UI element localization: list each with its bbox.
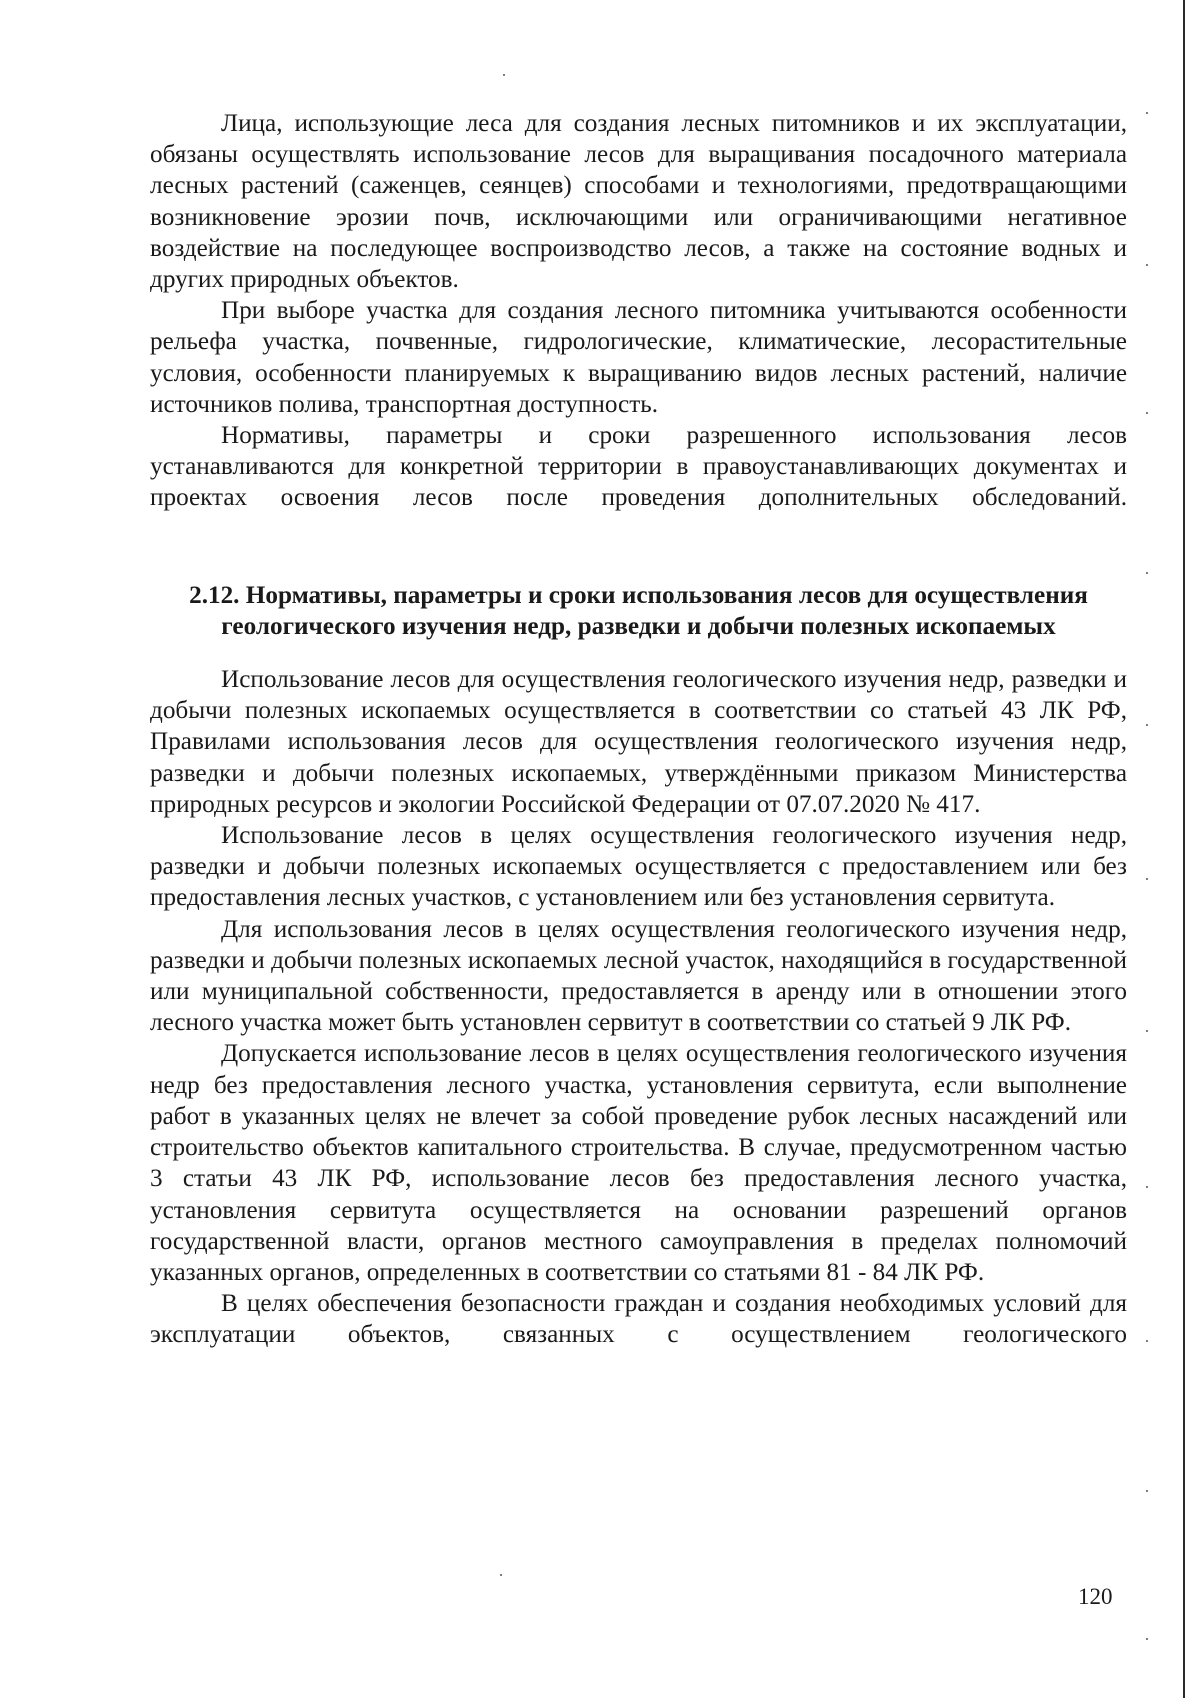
scan-speck xyxy=(1146,724,1148,726)
scan-speck xyxy=(1146,1030,1148,1032)
scan-speck xyxy=(1146,1490,1148,1492)
paragraph-geology-provision: Использование лесов в целях осуществления геологического изучения недр, разведки и добычи полезных ископаемых осуществляется с предоставлением или без предоставления лесных участков, с установлением или без установления сервитута. xyxy=(150,822,1127,912)
scan-edge-line xyxy=(1183,0,1185,1698)
paragraph-nursery-obligations: Лица, использующие леса для создания лесных питомников и их эксплуатации, обязаны осуществлять использование лесов для выращивания посадочного материала лесных растений (саженцев, сеянцев) способами и технологиями, предотвращающими возникновение эрозии почв, исключающими или ограничивающими негативное воздействие на последующее воспроизводство лесов, а также на состояние водных и других природных объектов. xyxy=(150,110,1127,294)
scan-speck xyxy=(1146,112,1148,114)
scan-speck xyxy=(1146,878,1148,880)
scan-speck xyxy=(1146,264,1148,266)
paragraph-geology-basis: Использование лесов для осуществления геологического изучения недр, разведки и добычи полезных ископаемых осуществляется в соответствии со статьей 43 ЛК РФ, Правилами использования лесов для осуществления геологического изучения недр, разведки и добычи полезных ископаемых, утверждёнными приказом Министерства природных ресурсов и экологии Российской Федерации от 07.07.2020 № 417. xyxy=(150,666,1127,818)
scan-speck xyxy=(1146,572,1148,574)
section-heading: 2.12. Нормативы, параметры и сроки использования лесов для осуществления геологического изучения недр, разведки и добычи полезных ископаемых xyxy=(189,581,1088,640)
scan-speck xyxy=(1146,1638,1148,1640)
scan-speck xyxy=(1146,1186,1148,1188)
paragraph-norms-established: Нормативы, параметры и сроки разрешенного использования лесов устанавливаются для конкретной территории в правоустанавливающих документах и проектах освоения лесов после проведения дополнительных обследований. xyxy=(150,422,1127,512)
paragraph-geology-without-provision: Допускается использование лесов в целях осуществления геологического изучения недр без предоставления лесного участка, установления сервитута, если выполнение работ в указанных целях не влечет за собой проведение рубок лесных насаждений или строительство объектов капитального строительства. В случае, предусмотренном частью 3 статьи 43 ЛК РФ, использование лесов без предоставления лесного участка, установления сервитута осуществляется на основании разрешений органов государственной власти, органов местного самоуправления в пределах полномочий указанных органов, определенных в соответствии со статьями 81 - 84 ЛК РФ. xyxy=(150,1040,1127,1286)
scan-speck xyxy=(503,74,505,76)
paragraph-geology-safety: В целях обеспечения безопасности граждан и создания необходимых условий для эксплуатации объектов, связанных с осуществлением геологического xyxy=(150,1290,1127,1349)
scan-speck xyxy=(1146,412,1148,414)
paragraph-geology-lease: Для использования лесов в целях осуществления геологического изучения недр, разведки и добычи полезных ископаемых лесной участок, находящийся в государственной или муниципальной собственности, предоставляется в аренду или в отношении этого лесного участка может быть установлен сервитут в соответствии со статьей 9 ЛК РФ. xyxy=(150,915,1127,1037)
page-number: 120 xyxy=(1078,1584,1113,1609)
paragraph-site-selection: При выборе участка для создания лесного питомника учитываются особенности рельефа участка, почвенные, гидрологические, климатические, лесорастительные условия, особенности планируемых к выращиванию видов лесных растений, наличие источников полива, транспортная доступность. xyxy=(150,297,1127,418)
scan-speck xyxy=(1146,1340,1148,1342)
scan-speck xyxy=(500,1574,502,1576)
page-content xyxy=(150,108,1127,1351)
